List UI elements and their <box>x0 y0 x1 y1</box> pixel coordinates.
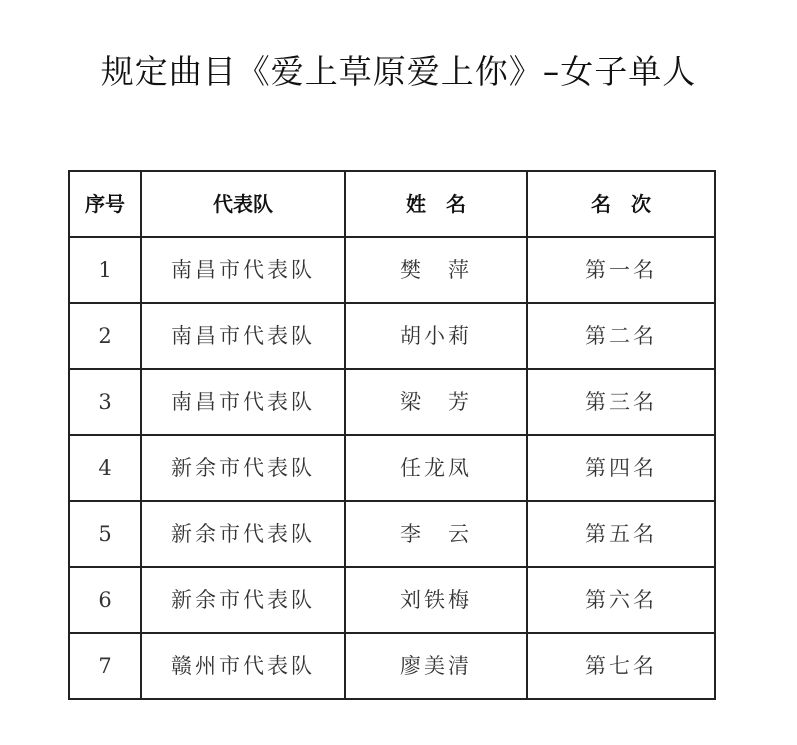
header-index: 序号 <box>69 171 141 237</box>
cell-name: 刘铁梅 <box>345 567 527 633</box>
cell-index: 6 <box>69 567 141 633</box>
cell-name: 李 云 <box>345 501 527 567</box>
cell-rank: 第二名 <box>527 303 715 369</box>
page-title: 规定曲目《爱上草原爱上你》–女子单人 <box>100 52 697 91</box>
cell-index: 1 <box>69 237 141 303</box>
cell-name: 廖美清 <box>345 633 527 699</box>
cell-name: 梁 芳 <box>345 369 527 435</box>
cell-team: 南昌市代表队 <box>141 369 345 435</box>
table-row <box>69 303 715 369</box>
cell-team: 南昌市代表队 <box>141 303 345 369</box>
cell-team: 新余市代表队 <box>141 435 345 501</box>
cell-index: 4 <box>69 435 141 501</box>
header-rank: 名 次 <box>527 171 715 237</box>
cell-rank: 第六名 <box>527 567 715 633</box>
cell-rank: 第五名 <box>527 501 715 567</box>
cell-index: 2 <box>69 303 141 369</box>
cell-rank: 第一名 <box>527 237 715 303</box>
table-header-row <box>69 171 715 237</box>
table-row <box>69 567 715 633</box>
cell-index: 3 <box>69 369 141 435</box>
header-name: 姓 名 <box>345 171 527 237</box>
header-team: 代表队 <box>141 171 345 237</box>
cell-rank: 第七名 <box>527 633 715 699</box>
cell-rank: 第四名 <box>527 435 715 501</box>
table-row <box>69 633 715 699</box>
table-row <box>69 237 715 303</box>
cell-rank: 第三名 <box>527 369 715 435</box>
cell-team: 南昌市代表队 <box>141 237 345 303</box>
cell-name: 樊 萍 <box>345 237 527 303</box>
table-row <box>69 501 715 567</box>
cell-team: 新余市代表队 <box>141 567 345 633</box>
cell-index: 7 <box>69 633 141 699</box>
table-row <box>69 369 715 435</box>
cell-name: 胡小莉 <box>345 303 527 369</box>
cell-team: 赣州市代表队 <box>141 633 345 699</box>
table-row <box>69 435 715 501</box>
cell-index: 5 <box>69 501 141 567</box>
cell-name: 任龙凤 <box>345 435 527 501</box>
results-table <box>68 170 716 700</box>
cell-team: 新余市代表队 <box>141 501 345 567</box>
